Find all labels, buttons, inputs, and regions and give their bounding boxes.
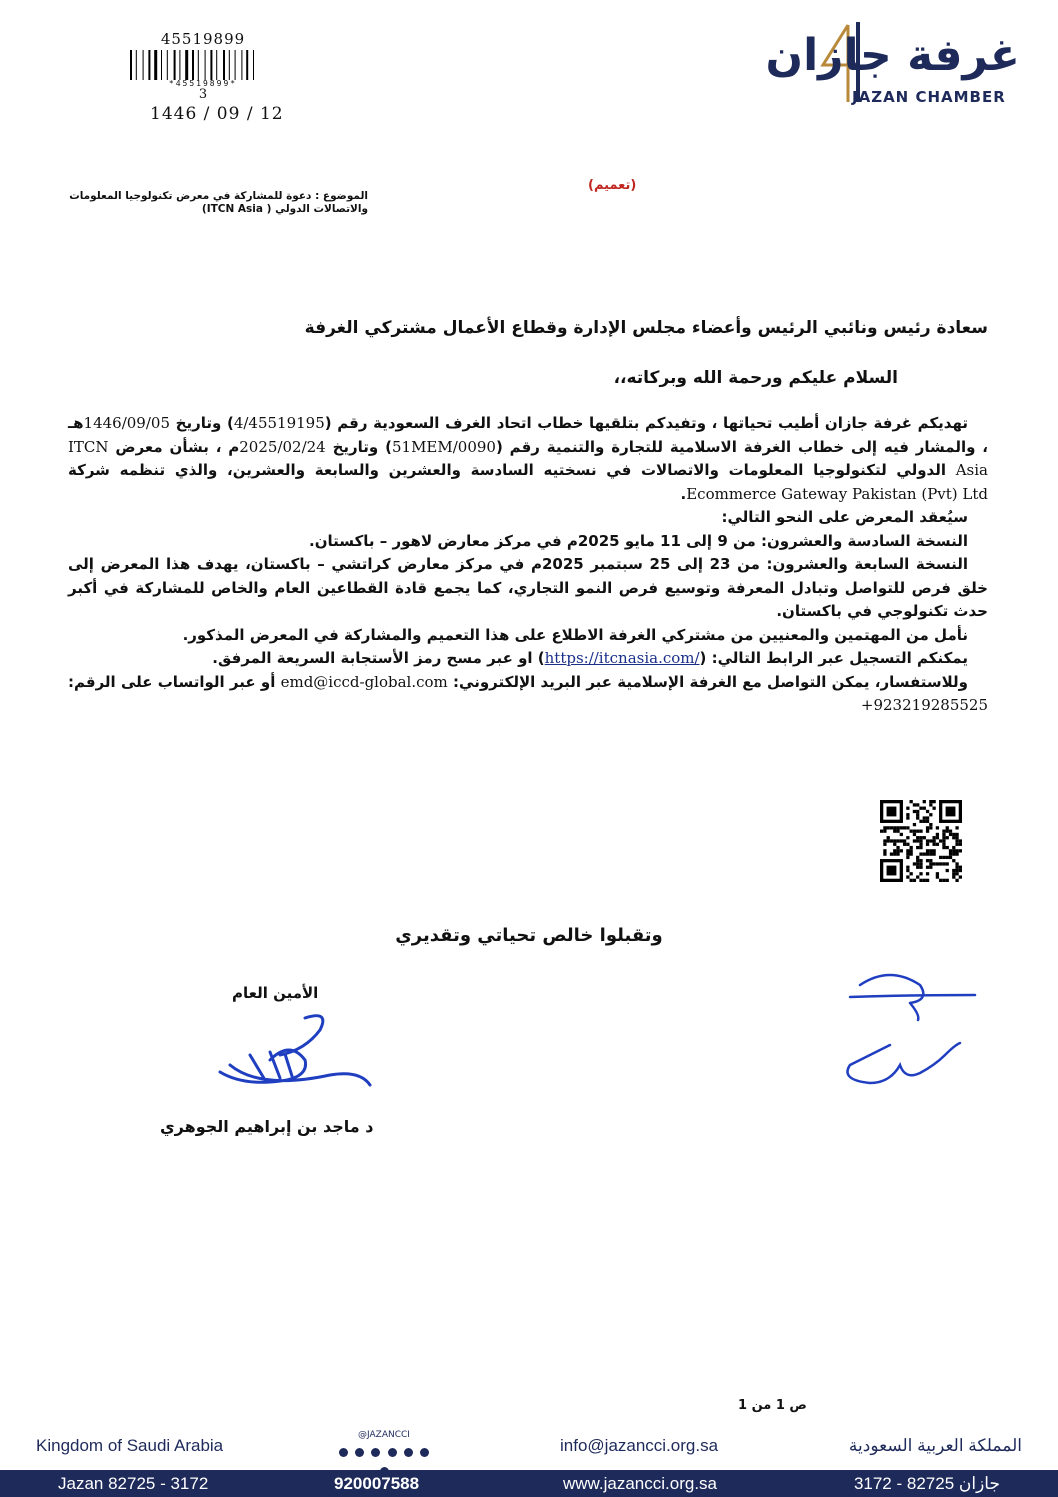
qr-module <box>932 852 935 855</box>
qr-module <box>926 839 929 842</box>
subject-line-2: والاتصالات الدولي ( ITCN Asia) <box>201 203 368 215</box>
qr-module <box>929 852 932 855</box>
qr-module <box>932 800 935 803</box>
facebook-icon[interactable] <box>355 1448 364 1457</box>
qr-module <box>952 849 955 852</box>
barcode-bar <box>148 50 150 80</box>
paragraph-registration <box>68 647 988 671</box>
qr-module <box>926 849 929 852</box>
qr-module <box>906 807 909 810</box>
qr-module <box>893 826 896 829</box>
p1-text-e: م ، بشأن معرض <box>115 437 240 456</box>
barcode-bar <box>154 50 157 80</box>
barcode-bar <box>161 50 162 80</box>
subject-line-1: الموضوع : دعوة للمشاركة في معرض تكنولوجيا المعلومات <box>69 190 368 202</box>
qr-module <box>906 875 909 878</box>
barcode-block <box>128 30 278 102</box>
qr-module <box>952 846 955 849</box>
qr-module <box>942 879 945 882</box>
qr-module <box>910 849 913 852</box>
qr-module <box>949 833 952 836</box>
barcode-bar <box>205 50 206 80</box>
qr-code-icon[interactable] <box>880 800 962 882</box>
qr-module <box>949 849 952 852</box>
p1-text-d: ) وتاريخ <box>332 437 392 456</box>
qr-module <box>955 869 958 872</box>
qr-module <box>959 839 962 842</box>
paragraph-intro <box>68 412 988 506</box>
qr-module <box>916 813 919 816</box>
qr-module <box>926 810 929 813</box>
qr-module <box>946 846 949 849</box>
snapchat-icon[interactable] <box>388 1448 397 1457</box>
qr-module <box>923 836 926 839</box>
qr-module <box>919 846 922 849</box>
qr-module <box>946 869 949 872</box>
paragraph-schedule-intro: سيُعقد المعرض على النحو التالي: <box>721 508 968 526</box>
qr-module <box>942 830 945 833</box>
qr-module <box>919 872 922 875</box>
organizer-company: Ecommerce Gateway Pakistan (Pvt) Ltd <box>686 484 988 503</box>
qr-module <box>955 833 958 836</box>
p1-text-g: . <box>680 484 687 503</box>
qr-module <box>959 843 962 846</box>
barcode-caption: *45519899* <box>168 79 238 88</box>
qr-module <box>939 879 942 882</box>
qr-module <box>929 800 932 803</box>
qr-module <box>959 875 962 878</box>
qr-module <box>903 843 906 846</box>
p1-text-c: هـ ، والمشار فيه إلى خطاب الغرفة الاسلامية للتجارة والتنمية رقم ( <box>68 414 988 456</box>
youtube-icon[interactable] <box>371 1448 380 1457</box>
qr-module <box>913 833 916 836</box>
qr-module <box>919 852 922 855</box>
qr-module <box>942 839 945 842</box>
qr-module <box>946 856 949 859</box>
qr-module <box>910 846 913 849</box>
qr-module <box>929 862 932 865</box>
qr-module <box>929 813 932 816</box>
qr-module <box>916 866 919 869</box>
qr-module <box>916 816 919 819</box>
barcode-bar <box>179 50 180 80</box>
reference-number: 45519899 <box>160 30 246 48</box>
qr-module <box>916 810 919 813</box>
p1-text-b: ) وتاريخ <box>175 414 234 432</box>
qr-module <box>916 859 919 862</box>
qr-module <box>896 846 899 849</box>
closing-line: وتقبلوا خالص تحياتي وتقديري <box>395 925 663 946</box>
qr-module <box>929 823 932 826</box>
qr-module <box>949 852 952 855</box>
qr-module <box>900 849 903 852</box>
qr-module <box>936 833 939 836</box>
qr-module <box>959 866 962 869</box>
qr-module <box>926 816 929 819</box>
qr-module <box>919 879 922 882</box>
qr-module <box>903 839 906 842</box>
qr-module <box>926 820 929 823</box>
barcode-bar <box>241 50 242 80</box>
qr-module <box>883 830 886 833</box>
qr-module <box>939 862 942 865</box>
islamic-chamber-ref: 51MEM/0090 <box>391 437 496 456</box>
registration-link[interactable]: https://itcnasia.com/ <box>544 649 700 667</box>
qr-module <box>923 852 926 855</box>
qr-module <box>955 852 958 855</box>
qr-module <box>926 830 929 833</box>
instagram-icon[interactable] <box>339 1448 348 1457</box>
qr-module <box>903 826 906 829</box>
p6-text-b: ) او عبر مسح رمز الأستجابة السريعة المرفق. <box>212 649 545 667</box>
qr-module <box>906 866 909 869</box>
tiktok-icon[interactable] <box>420 1448 429 1457</box>
qr-module <box>913 839 916 842</box>
qr-module <box>952 872 955 875</box>
qr-module <box>900 839 903 842</box>
addressee: سعادة رئيس ونائبي الرئيس وأعضاء مجلس الإدارة وقطاع الأعمال مشتركي الغرفة <box>304 318 988 338</box>
qr-module <box>919 866 922 869</box>
qr-module <box>919 836 922 839</box>
qr-module <box>896 830 899 833</box>
qr-module <box>955 839 958 842</box>
footer-phone[interactable]: 920007588 <box>334 1474 420 1493</box>
qr-module <box>900 833 903 836</box>
qr-module <box>900 826 903 829</box>
qr-module <box>923 807 926 810</box>
qr-module <box>932 839 935 842</box>
qr-module <box>916 839 919 842</box>
qr-module <box>946 879 949 882</box>
qr-module <box>936 862 939 865</box>
p6-text-a: يمكنكم التسجيل عبر الرابط التالي: ( <box>699 649 968 667</box>
barcode-bar <box>246 50 248 80</box>
qr-module <box>955 879 958 882</box>
x-icon[interactable] <box>404 1448 413 1457</box>
qr-module <box>955 849 958 852</box>
barcode-bar <box>174 50 176 80</box>
qr-module <box>893 849 896 852</box>
qr-module <box>942 862 945 865</box>
qr-module <box>883 852 886 855</box>
circular-tag: (تعميم) <box>588 178 637 193</box>
qr-module <box>910 852 913 855</box>
paragraph-edition-27: النسخة السابعة والعشرون: من 23 إلى 25 سبتمبر 2025م في مركز معارض كراتشي – باكستان، يهدف هذا المعرض إلى خلق فرص للتواصل وتبادل المعرفة وتوسيع فرص النمو التجاري، كما يجمع قادة القطاعين العام والخاص للمشاركة في أكبر حدث تكنولوجي في باكستان. <box>68 555 988 620</box>
qr-module <box>916 836 919 839</box>
qr-module <box>942 846 945 849</box>
paragraph-edition-26: النسخة السادسة والعشرون: من 9 إلى 11 مايو 2025م في مركز معارض لاهور – باكستان. <box>309 531 968 550</box>
footer-email[interactable]: info@jazancci.org.sa <box>560 1436 719 1455</box>
qr-module <box>887 826 890 829</box>
subject <box>28 190 368 216</box>
qr-module <box>887 836 890 839</box>
paragraph-contact <box>68 671 988 718</box>
footer-country-ar: المملكة العربية السعودية <box>848 1436 1022 1455</box>
qr-module <box>896 826 899 829</box>
qr-module <box>936 826 939 829</box>
barcode-bar <box>192 50 194 80</box>
qr-module <box>936 843 939 846</box>
qr-module <box>890 826 893 829</box>
page-number: ص 1 من 1 <box>738 1398 807 1413</box>
barcode-bar <box>167 50 168 80</box>
barcode-bar <box>198 50 199 80</box>
qr-module <box>883 826 886 829</box>
qr-module <box>926 879 929 882</box>
qr-module <box>896 849 899 852</box>
qr-module <box>919 839 922 842</box>
qr-module <box>913 810 916 813</box>
qr-module <box>913 862 916 865</box>
qr-module <box>906 849 909 852</box>
qr-module <box>906 816 909 819</box>
qr-module <box>942 856 945 859</box>
qr-module <box>919 830 922 833</box>
qr-module <box>916 862 919 865</box>
qr-module <box>910 872 913 875</box>
qr-module <box>952 875 955 878</box>
qr-module <box>906 826 909 829</box>
qr-module <box>955 836 958 839</box>
qr-module <box>929 859 932 862</box>
qr-module <box>906 836 909 839</box>
barcode-bar <box>143 50 144 80</box>
qr-module <box>893 830 896 833</box>
qr-module <box>916 856 919 859</box>
qr-module <box>926 872 929 875</box>
copy-number: 3 <box>198 87 208 102</box>
qr-module <box>916 846 919 849</box>
footer-country-en: Kingdom of Saudi Arabia <box>36 1436 224 1455</box>
qr-module <box>955 866 958 869</box>
qr-module <box>906 869 909 872</box>
qr-module <box>929 849 932 852</box>
islamic-chamber-date: 2025/02/24 <box>239 437 326 456</box>
footer-bar <box>0 1470 1058 1497</box>
logo-english-text: JAZAN CHAMBER <box>852 88 1006 106</box>
qr-module <box>952 836 955 839</box>
qr-module <box>913 830 916 833</box>
signatory-name: د ماجد بن إبراهيم الجوهري <box>160 1117 374 1136</box>
qr-module <box>926 852 929 855</box>
qr-finder-core <box>946 807 956 817</box>
qr-module <box>942 836 945 839</box>
qr-module <box>955 843 958 846</box>
qr-module <box>919 859 922 862</box>
footer-address-ar: جازان 82725 - 3172 <box>853 1474 1000 1493</box>
barcode-bar <box>216 50 217 80</box>
footer-contact-row <box>0 1430 1058 1470</box>
qr-module <box>919 807 922 810</box>
barcode-bar <box>130 50 132 80</box>
qr-module <box>880 830 883 833</box>
qr-module <box>946 862 949 865</box>
qr-module <box>926 866 929 869</box>
logo-arabic-text: غرفة جازان <box>765 30 1020 81</box>
letter-body <box>68 318 988 718</box>
qr-module <box>959 869 962 872</box>
barcode-bar <box>253 50 254 80</box>
qr-finder-core <box>887 807 897 817</box>
paragraph-invitation: نأمل من المهتمين والمعنيين من مشتركي الغرفة الاطلاع على هذا التعميم والمشاركة في المعرض المذكور. <box>182 625 968 644</box>
social-handle: @JAZANCCI <box>358 1430 410 1440</box>
qr-module <box>890 852 893 855</box>
qr-module <box>910 830 913 833</box>
p7-text-b: أو عبر الواتساب على الرقم: <box>68 672 276 691</box>
barcode-graphic <box>128 50 278 80</box>
qr-module <box>919 843 922 846</box>
qr-module <box>929 803 932 806</box>
qr-module <box>942 843 945 846</box>
qr-module <box>932 807 935 810</box>
qr-module <box>949 830 952 833</box>
qr-module <box>906 813 909 816</box>
signatory-title: الأمين العام <box>232 984 319 1002</box>
qr-module <box>893 839 896 842</box>
qr-module <box>939 856 942 859</box>
qr-module <box>949 856 952 859</box>
footer-website[interactable]: www.jazancci.org.sa <box>563 1474 718 1493</box>
qr-module <box>955 862 958 865</box>
barcode-bar <box>136 50 137 80</box>
initials-signature-icon <box>830 965 980 1090</box>
qr-module <box>916 875 919 878</box>
qr-module <box>923 800 926 803</box>
union-letter-date: 1446/09/05 <box>83 414 170 432</box>
qr-module <box>923 816 926 819</box>
qr-module <box>926 843 929 846</box>
qr-module <box>946 830 949 833</box>
barcode-bar <box>223 50 225 80</box>
qr-module <box>952 869 955 872</box>
qr-module <box>952 852 955 855</box>
hijri-date: 1446 / 09 / 12 <box>150 104 284 124</box>
qr-module <box>936 875 939 878</box>
qr-module <box>932 862 935 865</box>
qr-module <box>910 800 913 803</box>
union-letter-ref: 4/45519195 <box>233 414 325 432</box>
barcode-bar <box>210 50 212 80</box>
qr-module <box>883 843 886 846</box>
qr-module <box>932 843 935 846</box>
signature-icon <box>210 1010 380 1110</box>
contact-whatsapp[interactable]: +923219285525 <box>860 696 988 714</box>
qr-module <box>936 872 939 875</box>
qr-module <box>946 836 949 839</box>
qr-module <box>923 820 926 823</box>
qr-module <box>955 826 958 829</box>
contact-email[interactable]: emd@iccd-global.com <box>280 672 448 691</box>
qr-module <box>913 823 916 826</box>
qr-module <box>910 879 913 882</box>
qr-module <box>929 839 932 842</box>
barcode-bar <box>229 50 230 80</box>
footer-address-en: Jazan 82725 - 3172 <box>58 1474 209 1493</box>
qr-module <box>919 862 922 865</box>
qr-module <box>896 839 899 842</box>
qr-module <box>913 803 916 806</box>
qr-module <box>906 856 909 859</box>
qr-module <box>926 859 929 862</box>
qr-module <box>883 849 886 852</box>
qr-module <box>916 830 919 833</box>
qr-module <box>913 879 916 882</box>
qr-module <box>893 852 896 855</box>
qr-module <box>936 836 939 839</box>
barcode-bar <box>185 50 188 80</box>
greeting: السلام عليكم ورحمة الله وبركاته،، <box>613 368 898 388</box>
qr-module <box>942 833 945 836</box>
qr-module <box>896 852 899 855</box>
qr-module <box>952 833 955 836</box>
qr-module <box>923 879 926 882</box>
qr-module <box>959 849 962 852</box>
qr-module <box>932 849 935 852</box>
qr-module <box>929 826 932 829</box>
qr-module <box>890 839 893 842</box>
qr-module <box>893 843 896 846</box>
p1-text-f: الدولي لتكنولوجيا المعلومات والاتصالات في نسختيه السادسة والعشرين والسابعة والعشرين، والذي تنظمه شركة <box>68 461 947 479</box>
qr-module <box>916 803 919 806</box>
qr-module <box>929 866 932 869</box>
qr-module <box>883 839 886 842</box>
qr-module <box>946 826 949 829</box>
qr-module <box>932 836 935 839</box>
qr-module <box>952 859 955 862</box>
qr-module <box>955 872 958 875</box>
qr-module <box>887 839 890 842</box>
qr-finder-core <box>887 866 897 876</box>
qr-module <box>919 820 922 823</box>
qr-module <box>939 839 942 842</box>
qr-module <box>906 852 909 855</box>
qr-module <box>906 843 909 846</box>
p1-text-a: تهديكم غرفة جازان أطيب تحياتها ، وتفيدكم بتلقيها خطاب اتحاد الغرف السعودية رقم ( <box>324 414 968 432</box>
expo-name: ITCN Asia <box>68 437 988 479</box>
barcode-bar <box>235 50 236 80</box>
p7-text-a: وللاستفسار، يمكن التواصل مع الغرفة الإسلامية عبر البريد الإلكتروني: <box>453 672 969 691</box>
qr-module <box>926 826 929 829</box>
